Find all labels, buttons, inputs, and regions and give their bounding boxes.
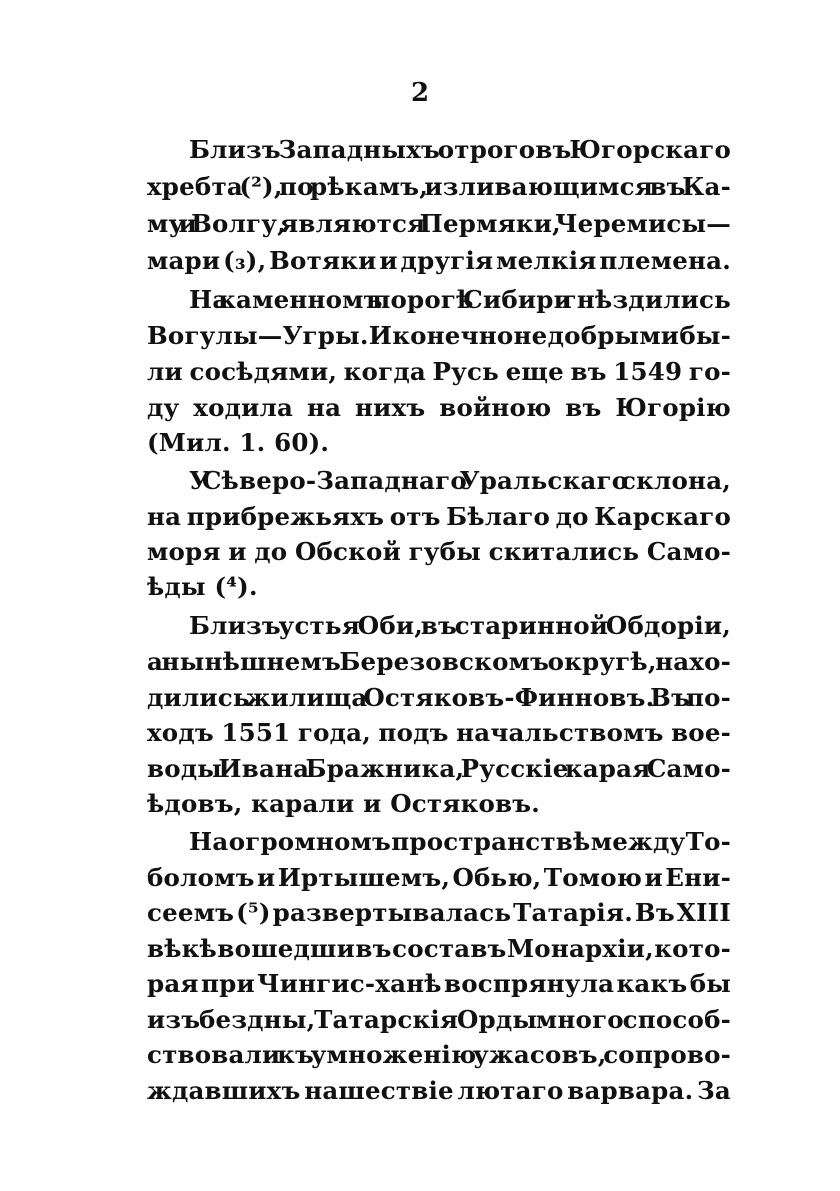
text-line: хребта (²), по рѣкамъ, изливающимся въ Ка- [147,172,731,201]
text-line: боломъ и Иртышемъ, Обью, Томою и Ени- [147,863,731,892]
text-line: а нынѣшнемъ Березовскомъ округѣ, нахо- [147,647,731,676]
text-line: мари (₃), Вотяки и другія мелкія племена. [147,246,731,275]
text-line: му и Волгу, являются Пермяки, Черемисы— [147,209,731,238]
text-line: дились жилища Остяковъ-Финновъ. Въ по- [147,683,731,712]
text-line: сеемъ (⁵) развертывалась Татарія. Въ XIII [147,898,731,927]
text-line: Вогулы—Угры. И конечно не добрыми бы- [147,321,731,350]
text-line: ѣды (⁴). [147,572,258,601]
text-line: ходъ 1551 года, подъ начальствомъ вое- [147,718,731,747]
text-line: ждавшихъ нашествіе лютаго варвара. За [147,1076,731,1105]
text-line: изъ бездны, Татарскія Орды много способ- [147,1005,731,1034]
text-line: ду ходила на нихъ войною въ Югорію [147,393,731,422]
text-line: На огромномъ пространствѣ между То- [189,827,731,856]
text-line: (Мил. 1. 60). [147,428,330,457]
page-number: 2 [410,78,430,108]
text-line: На каменномъ порогѣ Сибири гнѣздились [189,285,731,314]
text-line: на прибрежьяхъ отъ Бѣлаго до Карскаго [147,502,731,531]
text-line: У Сѣверо-Западнаго Уральскаго склона, [189,466,731,495]
text-line: ствовали къ умноженію ужасовъ, сопрово- [147,1040,731,1069]
text-line: рая при Чингис-ханѣ воспрянула какъ бы [147,969,731,998]
text-line: Близъ устья Оби, въ старинной Обдоріи, [189,611,731,640]
text-line: воды Ивана Бражника, Русскіе карая Само- [147,754,731,783]
text-line: ли сосѣдями, когда Русь еще въ 1549 го- [147,357,731,386]
text-line: ѣдовъ, карали и Остяковъ. [147,789,540,818]
text-line: вѣкѣ вошедши въ составъ Монархіи, кото- [147,934,731,963]
text-line: Близъ Западныхъ отроговъ Югорскаго [189,135,731,164]
text-line: моря и до Обской губы скитались Само- [147,537,731,566]
